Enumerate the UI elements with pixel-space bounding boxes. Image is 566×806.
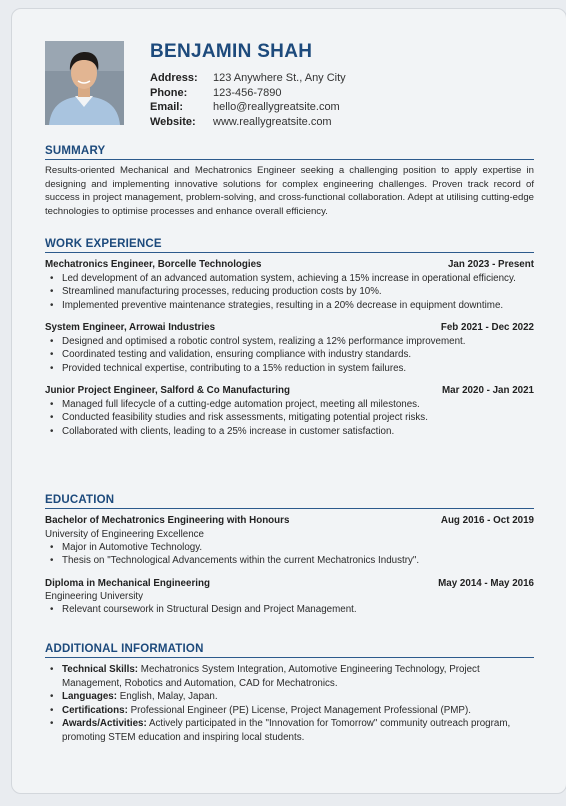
info-text: Professional Engineer (PE) License, Project Management Professional (PMP). xyxy=(130,704,471,716)
list-item: • Relevant coursework in Structural Design and Project Management. xyxy=(45,603,534,617)
info-label: Technical Skills: xyxy=(62,664,139,675)
info-label: Certifications: xyxy=(62,704,128,716)
job-dates: Mar 2020 - Jan 2021 xyxy=(441,385,534,396)
contact-phone xyxy=(150,86,346,101)
education-section xyxy=(45,494,534,617)
job-role: Mechatronics Engineer, Borcelle Technologies xyxy=(45,259,262,270)
contact-label: Address: xyxy=(150,72,198,84)
person-photo-icon xyxy=(45,41,124,125)
list-item xyxy=(45,690,534,704)
list-item xyxy=(45,704,534,718)
education-dates: May 2014 - May 2016 xyxy=(438,577,534,589)
summary-section xyxy=(45,145,534,218)
info-label: Languages: xyxy=(62,691,117,702)
job-role: Junior Project Engineer, Salford & Co Manufacturing xyxy=(45,385,290,396)
job-dates: Feb 2021 - Dec 2022 xyxy=(440,322,534,333)
list-item: • Managed full lifecycle of a cutting-edge automation project, meeting all milestones. xyxy=(45,398,534,412)
education-entry xyxy=(45,514,534,568)
contact-label: Website: xyxy=(150,115,196,128)
list-item: • Thesis on "Technological Advancements within the current Mechatronics Industry". xyxy=(45,554,534,568)
list-item xyxy=(45,717,534,744)
contact-value: hello@reallygreatsite.com xyxy=(213,101,340,113)
list-item: • Designed and optimised a robotic control system, realizing a 12% performance improvement. xyxy=(45,335,534,349)
contact-block xyxy=(150,71,346,129)
job-entry xyxy=(45,258,534,312)
contact-website xyxy=(150,115,346,130)
list-item: • Streamlined manufacturing processes, reducing production costs by 10%. xyxy=(45,285,534,299)
list-item xyxy=(45,663,534,690)
resume-page xyxy=(11,8,566,794)
info-text: Actively participated in the "Innovation for Tomorrow" community outreach program, promoting STEM education and inspiring local students. xyxy=(62,718,511,743)
education-dates: Aug 2016 - Oct 2019 xyxy=(440,515,534,526)
info-text: English, Malay, Japan. xyxy=(119,691,218,702)
additional-section xyxy=(45,643,534,744)
section-title: SUMMARY xyxy=(45,145,534,160)
contact-address xyxy=(150,71,346,86)
job-role: System Engineer, Arrowai Industries xyxy=(45,322,216,333)
school-name: University of Engineering Excellence xyxy=(45,528,205,540)
profile-photo xyxy=(45,41,124,125)
section-title: WORK EXPERIENCE xyxy=(45,238,534,253)
list-item: • Conducted feasibility studies and risk assessments, mitigating potential project risks. xyxy=(45,411,534,425)
degree-name: Bachelor of Mechatronics Engineering with Honours xyxy=(45,515,290,526)
section-title: EDUCATION xyxy=(45,494,534,509)
job-entry xyxy=(45,384,534,438)
school-name: Engineering University xyxy=(45,591,144,602)
contact-email xyxy=(150,100,346,115)
section-title: ADDITIONAL INFORMATION xyxy=(45,643,534,658)
list-item: • Major in Automotive Technology. xyxy=(45,541,534,555)
work-section xyxy=(45,238,534,438)
info-label: Awards/Activities: xyxy=(62,718,147,729)
list-item: • Collaborated with clients, leading to a 25% increase in customer satisfaction. xyxy=(45,425,534,439)
contact-value: www.reallygreatsite.com xyxy=(213,115,332,128)
list-item: • Coordinated testing and validation, ensuring compliance with industry standards. xyxy=(45,348,534,362)
contact-value: 123 Anywhere St., Any City xyxy=(213,72,346,84)
summary-text: Results-oriented Mechanical and Mechatronics Engineer seeking a challenging position to apply expertise in designing and implementing innovative solutions for complex engineering challenges. Proven track record of success in project management, problem-solving, and cross-functional collaboration. Adept at utilising cutting-edge technologies to optimise processes and enhance overall efficiency. xyxy=(45,165,534,217)
contact-label: Phone: xyxy=(150,86,188,99)
education-entry xyxy=(45,577,534,617)
contact-label: Email: xyxy=(150,101,184,113)
list-item: • Provided technical expertise, contributing to a 15% reduction in system failures. xyxy=(45,362,534,376)
job-entry xyxy=(45,321,534,375)
job-dates: Jan 2023 - Present xyxy=(447,259,534,270)
degree-name: Diploma in Mechanical Engineering xyxy=(45,577,210,589)
list-item: • Implemented preventive maintenance strategies, resulting in a 20% decrease in equipment downtime. xyxy=(45,299,534,313)
contact-value: 123-456-7890 xyxy=(213,86,282,99)
candidate-name: BENJAMIN SHAH xyxy=(150,41,313,62)
list-item: • Led development of an advanced automation system, achieving a 15% increase in operational efficiency. xyxy=(45,272,534,286)
info-text: Mechatronics System Integration, Automotive Engineering Technology, Project Management, Robotics and Automation, CAD for Mechatronics. xyxy=(62,664,480,689)
